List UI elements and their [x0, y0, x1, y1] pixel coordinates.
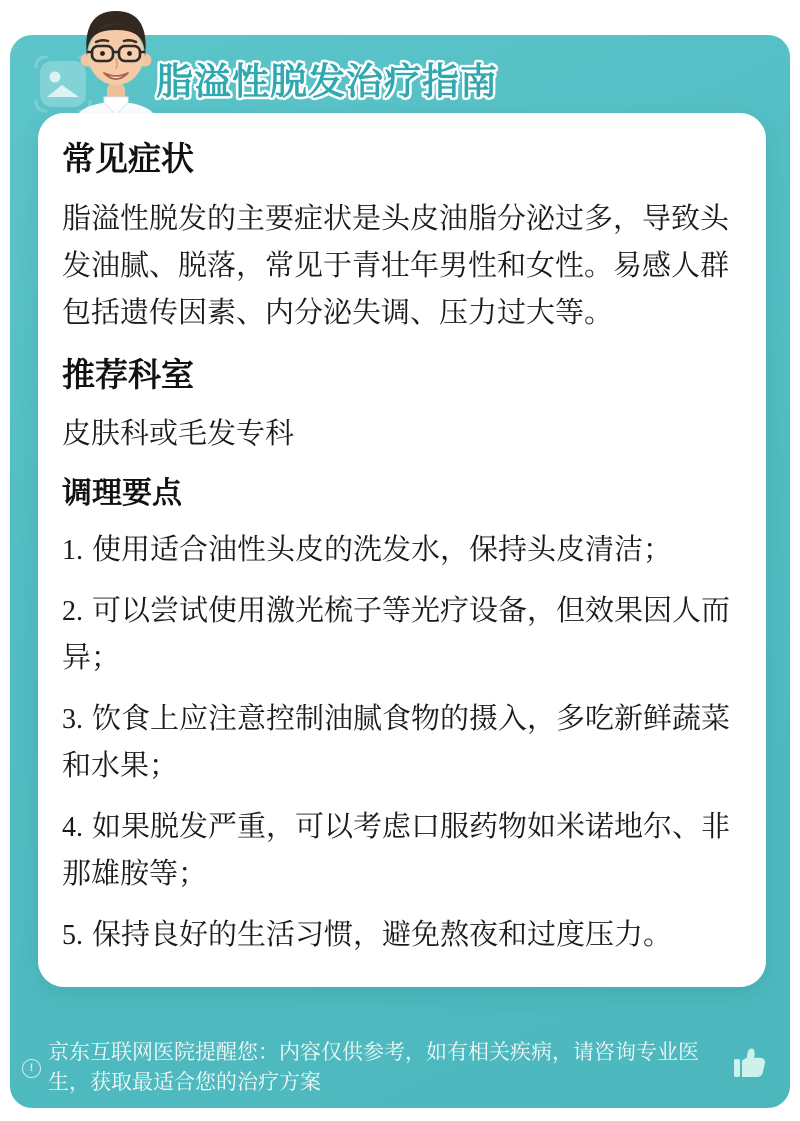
item-text: 饮食上应注意控制油腻食物的摄入，多吃新鲜蔬菜和水果； — [62, 702, 731, 782]
item-number: 1. — [62, 534, 83, 566]
item-number: 3. — [62, 703, 83, 735]
item-text: 保持良好的生活习惯，避免熬夜和过度压力。 — [92, 918, 673, 951]
item-text: 如果脱发严重，可以考虑口服药物如米诺地尔、非那雄胺等； — [62, 810, 731, 890]
section-heading-care: 调理要点 — [62, 477, 182, 511]
section-heading-department: 推荐科室 — [62, 355, 194, 393]
disclaimer-text: 京东互联网医院提醒您：内容仅供参考，如有相关疾病，请咨询专业医生，获取最适合您的治疗方案 — [48, 1041, 699, 1094]
item-number: 2. — [62, 595, 83, 627]
section-heading-symptoms: 常见症状 — [62, 140, 194, 177]
care-item-3 — [62, 696, 742, 790]
care-item-4 — [62, 804, 742, 898]
item-number: 4. — [62, 811, 83, 843]
alert-circle-icon: ! — [22, 1059, 41, 1078]
item-text: 可以尝试使用激光梳子等光疗设备，但效果因人而异； — [62, 594, 731, 674]
page-title: 脂溢性脱发治疗指南 — [156, 61, 498, 102]
disclaimer-footer — [22, 1038, 774, 1098]
thumbs-up-icon[interactable] — [728, 1044, 768, 1084]
guide-bubble — [10, 35, 790, 1108]
item-number: 5. — [62, 919, 83, 951]
item-text: 使用适合油性头皮的洗发水，保持头皮清洁； — [92, 533, 673, 566]
department-text: 皮肤科或毛发专科 — [62, 418, 295, 451]
care-item-5 — [62, 912, 742, 959]
care-item-1 — [62, 527, 742, 574]
care-item-2 — [62, 588, 742, 682]
content-card — [38, 113, 766, 987]
symptoms-text: 脂溢性脱发的主要症状是头皮油脂分泌过多，导致头发油腻、脱落，常见于青壮年男性和女性。易感人群包括遗传因素、内分泌失调、压力过大等。 — [62, 202, 730, 329]
